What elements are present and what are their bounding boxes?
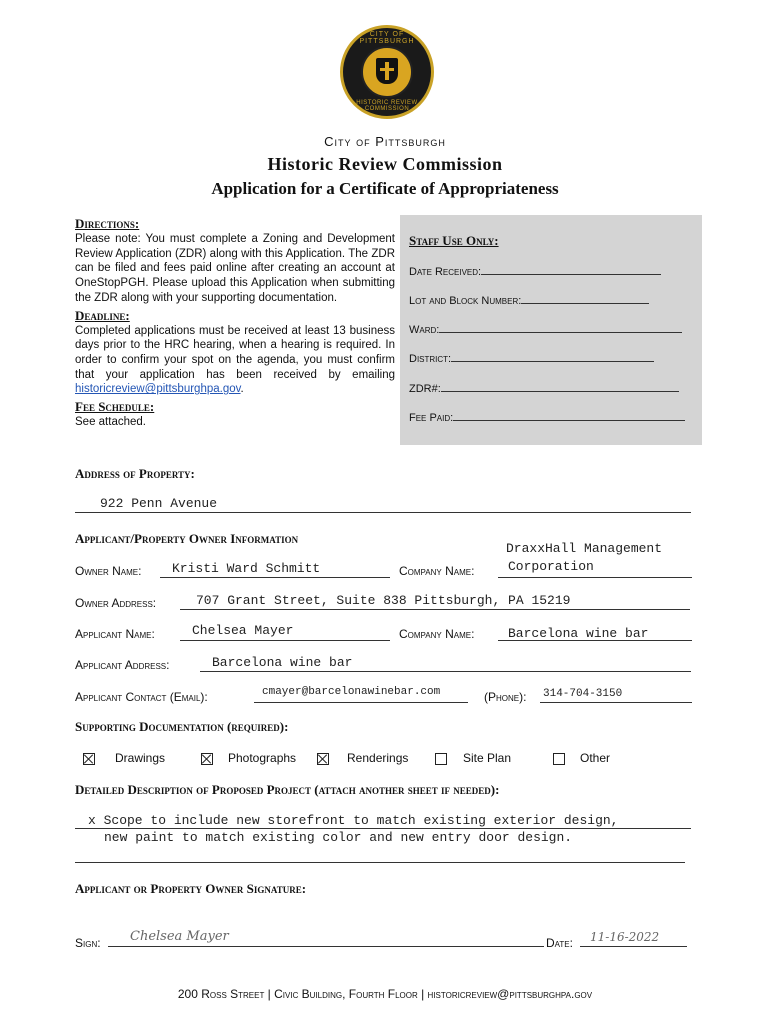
checked-checkbox-icon <box>317 753 329 765</box>
empty-checkbox-icon <box>553 753 565 765</box>
owner-company-line <box>498 577 692 578</box>
phone-line <box>540 702 692 703</box>
deadline-text <box>75 324 395 398</box>
date-value[interactable]: 11-16-2022 <box>590 930 660 944</box>
staff-heading: Staff Use Only: <box>409 233 499 248</box>
description-underline1 <box>75 828 691 829</box>
renderings-label: Renderings <box>347 751 409 765</box>
description-line1[interactable]: x Scope to include new storefront to match existing exterior design, <box>88 813 619 828</box>
fee-paid-field[interactable]: Fee Paid: <box>409 410 685 424</box>
description-underline2 <box>75 862 685 863</box>
owner-name-label: Owner Name: <box>75 564 142 578</box>
page-subtitle: Application for a Certificate of Appropriateness <box>211 179 559 198</box>
email-link[interactable]: historicreview@pittsburghpa.gov <box>75 383 241 396</box>
applicant-name-line <box>180 640 390 641</box>
applicant-section-heading: Applicant/Property Owner Information <box>75 531 299 546</box>
deadline-end: . <box>240 383 244 396</box>
signature-line <box>108 946 544 947</box>
owner-address-value[interactable]: 707 Grant Street, Suite 838 Pittsburgh, PA 15219 <box>196 593 571 608</box>
other-label: Other <box>580 751 611 765</box>
directions-heading: Directions: <box>75 216 140 231</box>
district-field[interactable]: District: <box>409 351 654 365</box>
site-plan-label: Site Plan <box>463 751 512 765</box>
drawings-label: Drawings <box>115 751 166 765</box>
applicant-company-line <box>498 640 692 641</box>
applicant-name-value[interactable]: Chelsea Mayer <box>192 623 294 638</box>
applicant-address-value[interactable]: Barcelona wine bar <box>212 655 353 670</box>
deadline-body: Completed applications must be received at least 13 business days prior to the HRC hearing, when a hearing is required. In order to confirm your spot on the agenda, you must confirm that your application has been received by emailing <box>75 324 395 381</box>
applicant-contact-label: Applicant Contact (Email): <box>75 690 208 704</box>
checked-checkbox-icon <box>83 753 95 765</box>
phone-label: (Phone): <box>484 690 527 704</box>
applicant-address-label: Applicant Address: <box>75 658 170 672</box>
applicant-name-label: Applicant Name: <box>75 627 155 641</box>
fee-text: See attached. <box>75 416 146 429</box>
owner-address-line <box>180 609 690 610</box>
city-heading: City of Pittsburgh <box>324 134 446 149</box>
property-address-line <box>75 512 691 513</box>
applicant-email-value[interactable]: cmayer@barcelonawinebar.com <box>262 686 441 698</box>
owner-company-line1[interactable]: DraxxHall Management <box>506 541 663 556</box>
seal-center <box>361 46 413 98</box>
owner-name-value[interactable]: Kristi Ward Schmitt <box>172 561 321 576</box>
renderings-checkbox[interactable] <box>317 750 329 768</box>
address-of-property-heading: Address of Property: <box>75 466 195 481</box>
date-line <box>580 946 687 947</box>
deadline-heading: Deadline: <box>75 307 130 323</box>
city-seal-logo <box>340 25 434 119</box>
directions-text: Please note: You must complete a Zoning and Development Review Application (ZDR) along with this Application. The ZDR can be filed and fees paid online after creating an account at OneStopPGH. Please upload this Application when submitting the ZDR along with your supporting documentation. <box>75 233 395 304</box>
empty-checkbox-icon <box>435 753 447 765</box>
date-received-field[interactable]: Date Received: <box>409 264 661 278</box>
owner-company-line2[interactable]: Corporation <box>508 559 594 574</box>
drawings-checkbox[interactable] <box>83 750 95 768</box>
seal-text-bottom: HISTORIC REVIEW COMMISSION <box>356 100 418 112</box>
checked-checkbox-icon <box>201 753 213 765</box>
instructions-column <box>75 216 395 430</box>
description-heading: Detailed Description of Proposed Project (attach another sheet if needed): <box>75 782 500 797</box>
description-line2[interactable]: new paint to match existing color and new entry door design. <box>104 830 573 845</box>
photographs-label: Photographs <box>228 751 297 765</box>
owner-company-label: Company Name: <box>399 564 475 578</box>
page-title: Historic Review Commission <box>267 154 503 174</box>
seal-text-top: CITY OF PITTSBURGH <box>359 31 415 45</box>
applicant-company-label: Company Name: <box>399 627 475 641</box>
sign-label: Sign: <box>75 936 101 950</box>
shield-icon <box>376 58 398 84</box>
zdr-field[interactable]: ZDR#: <box>409 381 679 395</box>
other-checkbox[interactable] <box>553 750 565 768</box>
photographs-checkbox[interactable] <box>201 750 213 768</box>
staff-use-box <box>400 215 702 445</box>
ward-field[interactable]: Ward: <box>409 322 682 336</box>
fee-heading: Fee Schedule: <box>75 399 155 415</box>
applicant-address-line <box>200 671 691 672</box>
date-label: Date: <box>546 936 573 950</box>
signature-heading: Applicant or Property Owner Signature: <box>75 881 307 896</box>
phone-value[interactable]: 314-704-3150 <box>543 688 623 700</box>
applicant-email-line <box>254 702 468 703</box>
property-address-value[interactable]: 922 Penn Avenue <box>100 496 218 511</box>
owner-name-line <box>160 577 390 578</box>
applicant-company-value[interactable]: Barcelona wine bar <box>508 626 649 641</box>
signature-value[interactable]: Chelsea Mayer <box>130 929 229 944</box>
owner-address-label: Owner Address: <box>75 596 157 610</box>
footer-address: 200 Ross Street | Civic Building, Fourth Floor | historicreview@pittsburghpa.gov <box>177 987 593 1001</box>
site-plan-checkbox[interactable] <box>435 750 447 768</box>
supporting-docs-heading: Supporting Documentation (required): <box>75 719 289 734</box>
lot-block-field[interactable]: Lot and Block Number: <box>409 293 649 307</box>
